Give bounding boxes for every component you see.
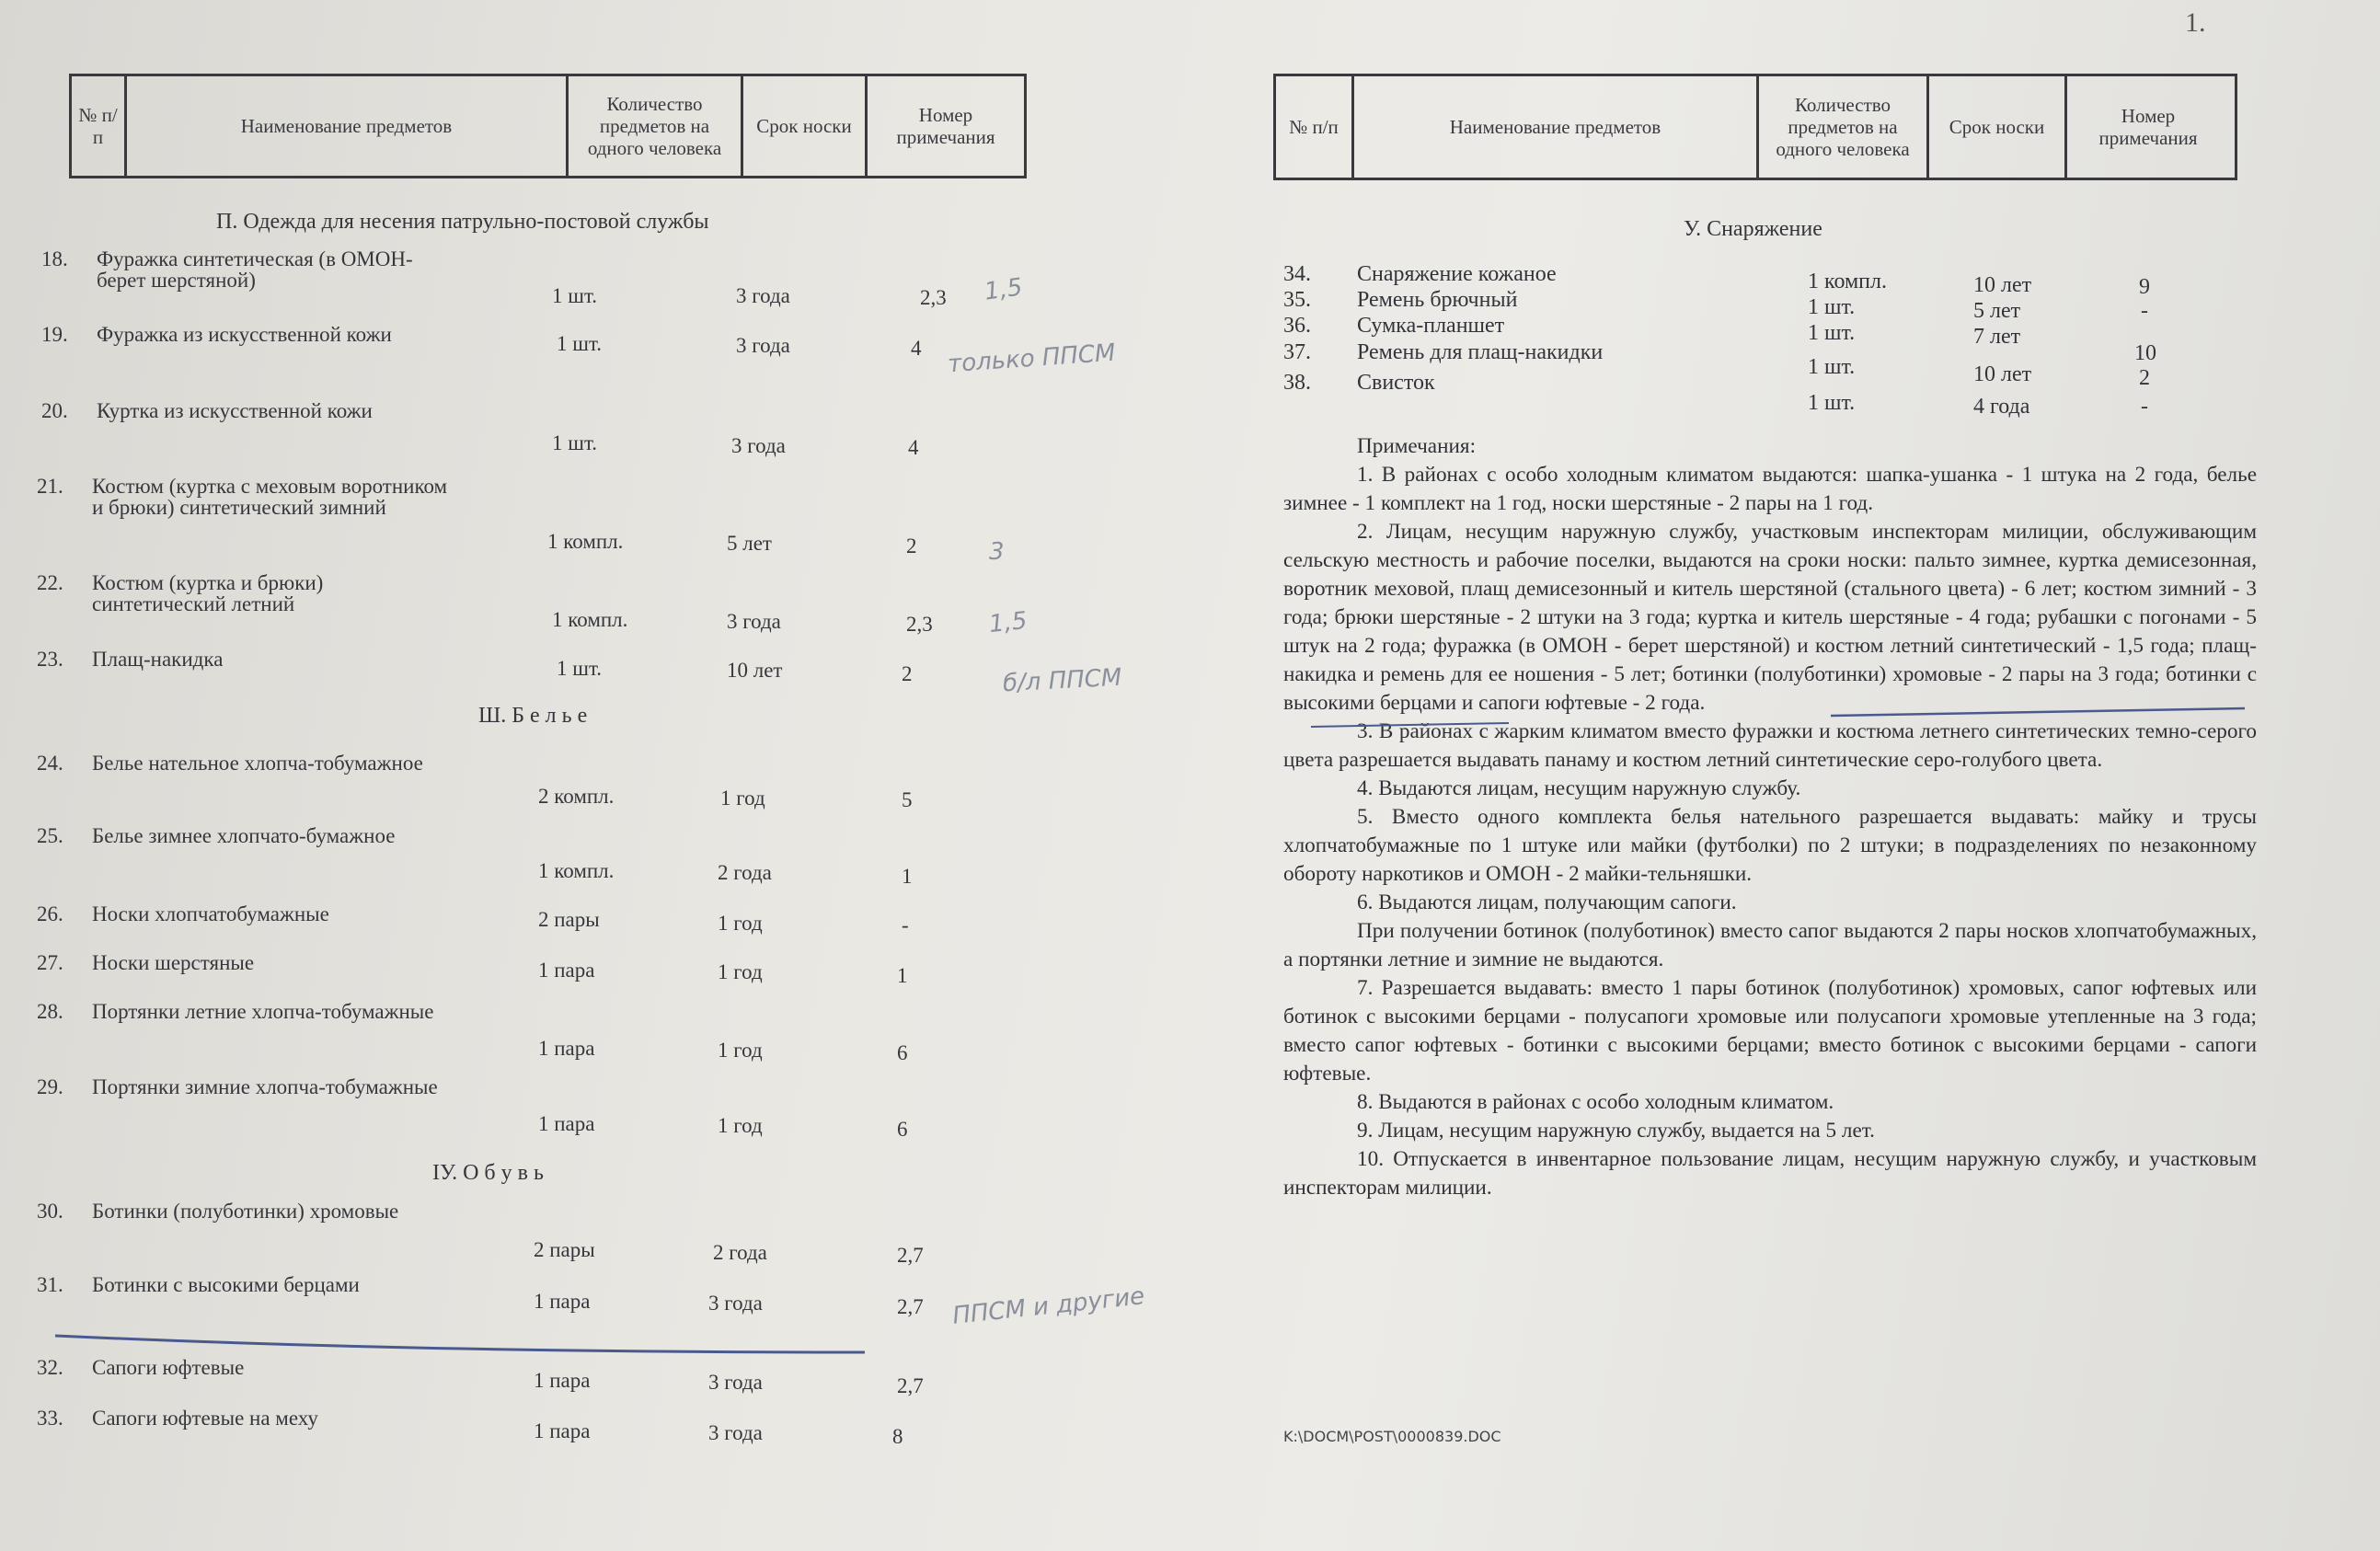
row-number: 29. [37, 1075, 63, 1098]
row-term: 7 лет [1973, 325, 2021, 349]
handwritten-note: 1,5 [987, 606, 1029, 639]
row-number: 26. [37, 902, 63, 925]
handwritten-note: ППСМ и другие [951, 1282, 1146, 1330]
row-name: Ботинки с высокими берцами [92, 1273, 360, 1296]
handwritten-note: б/л ППСМ [1002, 663, 1123, 698]
row-name: Фуражка из искусственной кожи [97, 323, 392, 346]
handwritten-note: 3 [989, 538, 1005, 566]
row-note: 10 [2134, 341, 2156, 365]
row-term: 3 года [727, 610, 781, 633]
row-term: 4 года [1973, 395, 2030, 419]
row-quantity: 1 компл. [538, 859, 615, 882]
row-number: 35. [1283, 288, 1311, 312]
row-number: 21. [37, 475, 63, 498]
row-term: 1 год [718, 1114, 763, 1137]
header-term: Срок носки [743, 76, 868, 176]
note-paragraph: 10. Отпускается в инвентарное пользование лицам, несущим наружную службу, и участковым инспекторам милиции. [1283, 1147, 2257, 1200]
row-term: 1 год [718, 912, 763, 935]
row-number: 28. [37, 1000, 63, 1023]
row-quantity: 1 шт. [557, 657, 603, 680]
row-note: 1 [902, 865, 913, 888]
row-quantity: 1 пара [538, 959, 595, 982]
notes-title: Примечания: [1357, 434, 1477, 458]
note-paragraph: 2. Лицам, несущим наружную службу, участковым инспекторам милиции, обслуживающим сельскую местность и рабочие поселки, выдаются на сроки носки: пальто зимнее, куртка демисезонная, воротник меховой, плащ демисезонный и китель шерстяной (стального цвета) - 6 лет; костюм зимний - 3 года; брюки шерстяные - 2 штуки на 3 года; куртка и китель шерстяные - 4 года; рубашки с погонами - 5 штук на 2 года; фуражка (в ОМОН - берет шерстяной) и костюм летний синтетический - 1,5 года; плащ-накидка и ремень для ее ношения - 5 лет; ботинки (полуботинки) хромовые - 2 пары на 3 года; ботинки с высокими берцами и сапоги юфтевые - 2 года. [1283, 520, 2257, 715]
row-number: 23. [37, 648, 63, 671]
row-note: 9 [2139, 275, 2150, 299]
row-quantity: 1 компл. [1808, 270, 1887, 293]
row-number: 37. [1283, 340, 1311, 364]
section-title-equipment: У. Снаряжение [1684, 217, 1822, 241]
row-note: 6 [897, 1041, 908, 1064]
row-number: 24. [37, 752, 63, 775]
row-note: 2,3 [920, 286, 947, 309]
row-number: 22. [37, 571, 63, 594]
header-quantity: Количество предметов на одного человека [1759, 76, 1929, 178]
row-note: 2 [906, 534, 917, 557]
row-name: Портянки зимние хлопча-тобумажные [92, 1075, 438, 1098]
row-term: 10 лет [1973, 273, 2032, 297]
note-paragraph: 4. Выдаются лицам, несущим наружную службу. [1357, 776, 1801, 800]
row-term: 2 года [718, 861, 772, 884]
row-name: Сапоги юфтевые на меху [92, 1407, 318, 1430]
note-paragraph: 5. Вместо одного комплекта белья нательного разрешается выдавать: майку и трусы хлопчатобумажные по 1 штуке или майки (футболки) по 2 штуки; в подразделениях по незаконному обороту наркотиков и ОМОН - 2 майки-тельняшки. [1283, 805, 2257, 886]
header-note: Номер примечания [896, 104, 995, 148]
note-paragraph: 6. Выдаются лицам, получающим сапоги. [1357, 890, 1737, 914]
row-name: Ботинки (полуботинки) хромовые [92, 1200, 399, 1223]
row-quantity: 1 пара [538, 1037, 595, 1060]
row-number: 34. [1283, 262, 1311, 286]
row-quantity: 1 шт. [1808, 391, 1856, 415]
row-quantity: 1 компл. [552, 608, 628, 631]
row-note: 2,7 [897, 1295, 924, 1318]
row-number: 27. [37, 951, 63, 974]
row-term: 1 год [718, 1039, 763, 1062]
section-title-underwear: Ш. Б е л ь е [478, 704, 588, 728]
row-quantity: 1 шт. [552, 431, 598, 454]
row-quantity: 1 шт. [1808, 355, 1856, 379]
note-paragraph: 9. Лицам, несущим наружную службу, выдается на 5 лет. [1357, 1119, 1875, 1143]
row-name: Носки шерстяные [92, 951, 255, 974]
row-quantity: 2 пары [534, 1238, 595, 1261]
row-number: 30. [37, 1200, 63, 1223]
row-term: 5 лет [1973, 299, 2021, 323]
row-name: Свисток [1357, 371, 1435, 395]
section-title-clothing: П. Одежда для несения патрульно-постовой службы [216, 210, 709, 234]
row-name: Костюм (куртка и брюки) синтетический летний [92, 571, 324, 615]
header-note: Номер примечания [2098, 105, 2198, 149]
row-quantity: 1 пара [534, 1290, 591, 1313]
header-number: № п/п [1276, 76, 1354, 178]
row-number: 20. [41, 399, 68, 422]
row-note: 1 [897, 964, 908, 987]
row-quantity: 1 пара [538, 1112, 595, 1135]
row-term: 3 года [736, 284, 790, 307]
note-paragraph: 7. Разрешается выдавать: вместо 1 пары ботинок (полуботинок) хромовых, сапог юфтевых или ботинок с высокими берцами - полусапоги хромовые или полусапоги хромовые утепленные на 3 года; вместо сапог юфтевых - ботинки с высокими берцами; вместо ботинок с высокими берцами - сапоги юфтевые. [1283, 976, 2257, 1086]
row-name: Белье нательное хлопча-тобумажное [92, 752, 423, 775]
row-term: 10 лет [1973, 362, 2032, 386]
handwritten-note: только ППСМ [947, 339, 1117, 379]
row-number: 25. [37, 824, 63, 847]
row-note: 2,3 [906, 613, 933, 636]
row-quantity: 1 пара [534, 1369, 591, 1392]
row-quantity: 2 пары [538, 908, 600, 931]
row-note: 5 [902, 788, 913, 811]
row-quantity: 1 пара [534, 1419, 591, 1442]
page-number: 1. [2185, 7, 2206, 38]
row-term: 3 года [736, 334, 790, 357]
row-note: 2,7 [897, 1244, 924, 1267]
row-name: Сумка-планшет [1357, 314, 1505, 338]
row-number: 33. [37, 1407, 63, 1430]
row-term: 3 года [708, 1421, 763, 1444]
row-term: 5 лет [727, 532, 772, 555]
row-note: 2 [902, 662, 913, 685]
row-term: 3 года [708, 1371, 763, 1394]
row-note: 6 [897, 1118, 908, 1141]
row-quantity: 1 компл. [547, 530, 624, 553]
row-name: Сапоги юфтевые [92, 1356, 245, 1379]
row-number: 31. [37, 1273, 63, 1296]
header-name: Наименование предметов [1354, 76, 1759, 178]
row-term: 3 года [708, 1292, 763, 1315]
row-quantity: 1 шт. [552, 284, 598, 307]
row-term: 1 год [720, 787, 765, 810]
header-number: № п/п [72, 76, 127, 176]
row-number: 38. [1283, 371, 1311, 395]
row-name: Фуражка синтетическая (в ОМОН-берет шерстяной) [97, 247, 413, 292]
header-quantity: Количество предметов на одного человека [569, 76, 743, 176]
note-paragraph: 8. Выдаются в районах с особо холодным климатом. [1357, 1090, 1834, 1114]
row-note: - [902, 913, 909, 936]
row-note: 2 [2139, 366, 2150, 390]
row-term: 10 лет [727, 659, 783, 682]
note-paragraph: При получении ботинок (полуботинок) вместо сапог выдаются 2 пары носков хлопчатобумажных, а портянки летние и зимние не выдаются. [1283, 919, 2257, 971]
row-quantity: 1 шт. [1808, 295, 1856, 319]
row-note: 4 [908, 436, 919, 459]
row-name: Портянки летние хлопча-тобумажные [92, 1000, 434, 1023]
row-term: 3 года [731, 434, 786, 457]
note-paragraph: 3. В районах с жарким климатом вместо фуражки и костюма летнего синтетических темно-серого цвета разрешается выдавать панаму и костюм летний синтетические серо-голубого цвета. [1283, 719, 2257, 772]
row-note: - [2141, 299, 2148, 323]
row-name: Ремень для плащ-накидки [1357, 340, 1604, 364]
row-note: 4 [911, 337, 922, 360]
row-name: Куртка из искусственной кожи [97, 399, 373, 422]
row-name: Плащ-накидка [92, 648, 224, 671]
row-term: 2 года [713, 1241, 767, 1264]
row-term: 1 год [718, 960, 763, 983]
row-note: 2,7 [897, 1374, 924, 1397]
row-number: 36. [1283, 314, 1311, 338]
row-name: Костюм (куртка с меховым воротником и брюки) синтетический зимний [92, 475, 448, 519]
row-quantity: 2 компл. [538, 785, 615, 808]
pen-underline [55, 1336, 865, 1352]
header-term: Срок носки [1929, 76, 2067, 178]
row-note: 8 [892, 1425, 903, 1448]
row-name: Носки хлопчатобумажные [92, 902, 329, 925]
row-name: Белье зимнее хлопчато-бумажное [92, 824, 396, 847]
header-name: Наименование предметов [127, 76, 569, 176]
row-name: Ремень брючный [1357, 288, 1518, 312]
row-note: - [2141, 395, 2148, 419]
file-path: K:\DOCM\POST\0000839.DOC [1283, 1428, 1501, 1445]
row-quantity: 1 шт. [1808, 321, 1856, 345]
note-paragraph: 1. В районах с особо холодным климатом выдаются: шапка-ушанка - 1 штука на 2 года, белье зимнее - 1 комплект на 1 год, носки шерстяные - 2 пары на 1 год. [1283, 463, 2257, 515]
row-name: Снаряжение кожаное [1357, 262, 1557, 286]
pen-underline [1831, 708, 2245, 716]
row-number: 19. [41, 323, 68, 346]
handwritten-note: 1,5 [983, 273, 1025, 306]
row-number: 18. [41, 247, 68, 270]
row-number: 32. [37, 1356, 63, 1379]
row-quantity: 1 шт. [557, 332, 603, 355]
section-title-footwear: IУ. О б у в ь [432, 1161, 544, 1185]
pen-underline [1311, 723, 1509, 727]
